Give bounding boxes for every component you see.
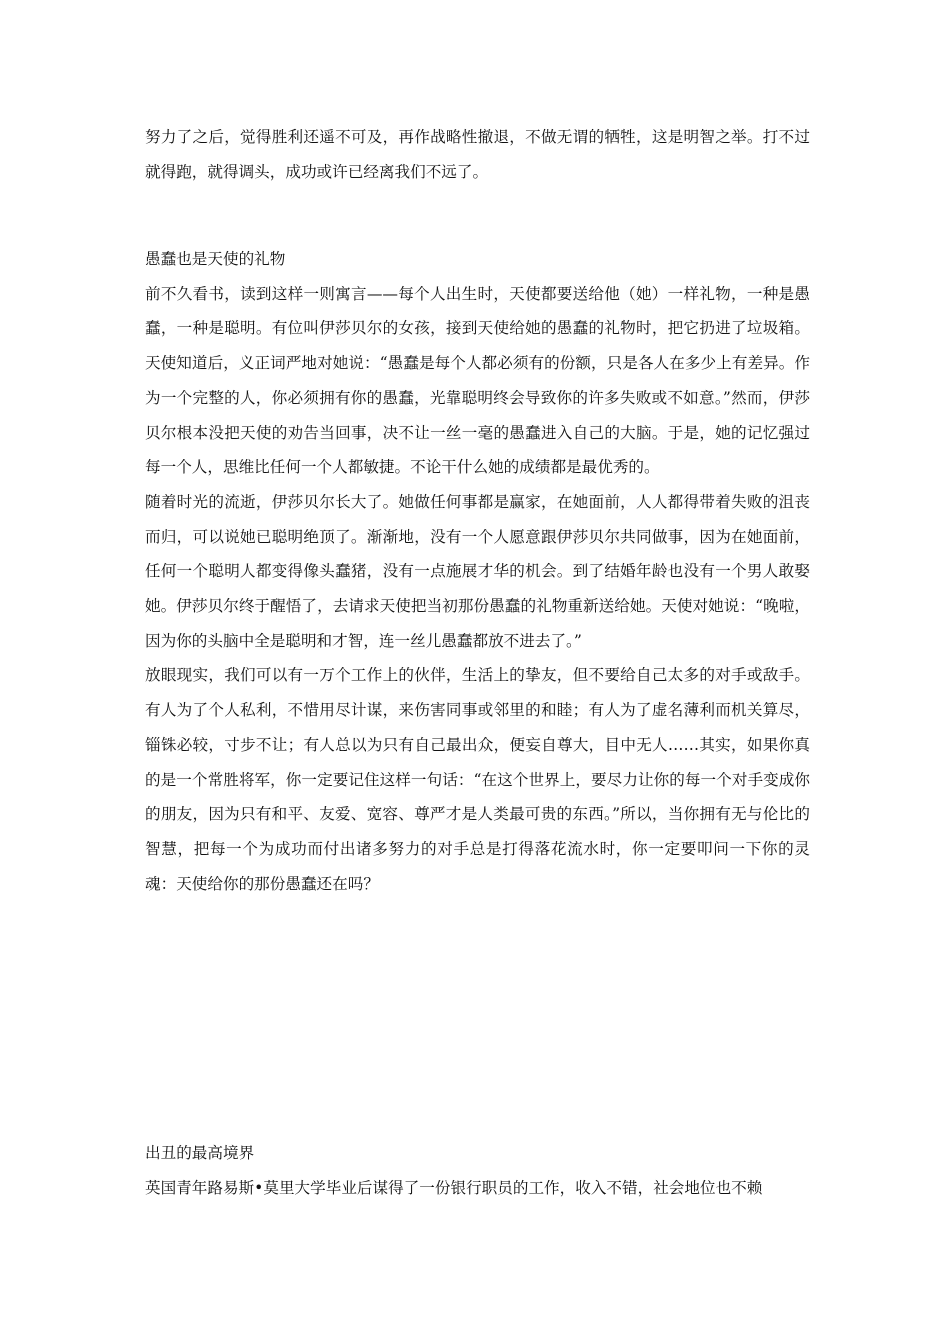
section-clown <box>145 1136 810 1205</box>
intro-section <box>145 120 810 189</box>
intro-paragraph: 努力了之后，觉得胜利还遥不可及，再作战略性撤退，不做无谓的牺牲，这是明智之举。打不过就得跑，就得调头，成功或许已经离我们不远了。 <box>145 128 810 181</box>
section-angel-gift <box>145 242 810 901</box>
section-title: 愚蠢也是天使的礼物 <box>145 250 286 268</box>
paragraph: 放眼现实，我们可以有一万个工作上的伙伴，生活上的挚友，但不要给自己太多的对手或敌手。有人为了个人私利，不惜用尽计谋，来伤害同事或邻里的和睦；有人为了虚名薄利而机关算尽，锱铢必较，寸步不让；有人总以为只有自己最出众，便妄自尊大，目中无人……其实，如果你真的是一个常胜将军，你一定要记住这样一句话：“在这个世界上，要尽力让你的每一个对手变成你的朋友，因为只有和平、友爱、宽容、尊严才是人类最可贵的东西。”所以，当你拥有无与伦比的智慧，把每一个为成功而付出诸多努力的对手总是打得落花流水时，你一定要叩问一下你的灵魂：天使给你的那份愚蠢还在吗？ <box>145 666 810 893</box>
paragraph: 随着时光的流逝，伊莎贝尔长大了。她做任何事都是赢家，在她面前，人人都得带着失败的沮丧而归，可以说她已聪明绝顶了。渐渐地，没有一个人愿意跟伊莎贝尔共同做事，因为在她面前，任何一个聪明人都变得像头蠢猪，没有一点施展才华的机会。到了结婚年龄也没有一个男人敢娶她。伊莎贝尔终于醒悟了，去请求天使把当初那份愚蠢的礼物重新送给她。天使对她说：“晚啦，因为你的头脑中全是聪明和才智，连一丝儿愚蠢都放不进去了。” <box>145 492 810 650</box>
paragraph: 英国青年路易斯•莫里大学毕业后谋得了一份银行职员的工作，收入不错，社会地位也不赖 <box>145 1178 763 1197</box>
section-title: 出丑的最高境界 <box>145 1144 255 1162</box>
paragraph: 前不久看书，读到这样一则寓言——每个人出生时，天使都要送给他（她）一样礼物，一种是愚蠢，一种是聪明。有位叫伊莎贝尔的女孩，接到天使给她的愚蠢的礼物时，把它扔进了垃圾箱。天使知道后，义正词严地对她说：“愚蠢是每个人都必须有的份额，只是各人在多少上有差异。作为一个完整的人，你必须拥有你的愚蠢，光靠聪明终会导致你的许多失败或不如意。”然而，伊莎贝尔根本没把天使的劝告当回事，决不让一丝一毫的愚蠢进入自己的大脑。于是，她的记忆强过每一个人，思维比任何一个人都敏捷。不论干什么她的成绩都是最优秀的。 <box>145 284 810 477</box>
